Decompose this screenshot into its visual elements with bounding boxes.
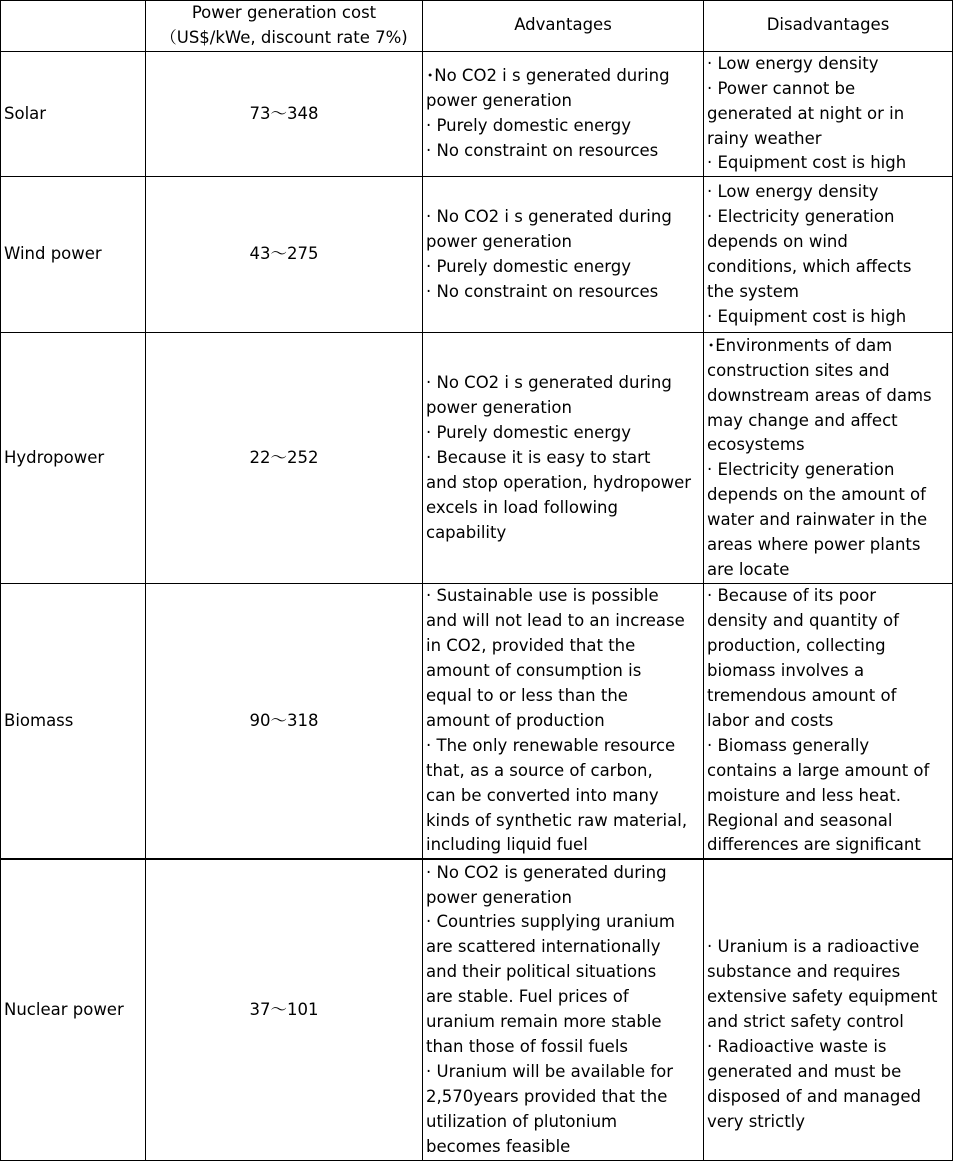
advantages-cell <box>423 584 704 859</box>
energy-name: Solar <box>1 51 146 177</box>
cell-line: · Biomass generally <box>707 735 870 755</box>
cost-range: 43～275 <box>146 177 423 333</box>
cell-line: are locate <box>707 559 790 579</box>
cost-range: 73～348 <box>146 51 423 177</box>
cell-line: utilization of plutonium <box>426 1111 618 1131</box>
cell-line: excels in load following <box>426 497 618 517</box>
cell-line: · Electricity generation <box>707 207 895 227</box>
cell-line <box>707 910 952 935</box>
cell-line: · Equipment cost is high <box>707 153 907 173</box>
cell-line: · Because of its poor <box>707 586 877 606</box>
cell-line: · Purely domestic energy <box>426 256 632 276</box>
cell-line: labor and costs <box>707 710 834 730</box>
cell-line: amount of consumption is <box>426 661 642 681</box>
cell-line: power generation <box>426 231 572 251</box>
cell-line: are scattered internationally <box>426 937 661 957</box>
cell-line: · Uranium is a radioactive <box>707 937 920 957</box>
cell-line: extensive safety equipment <box>707 987 938 1007</box>
cell-line: · No constraint on resources <box>426 281 659 301</box>
cell-line: may change and affect <box>707 410 898 430</box>
cell-line: · No CO2 i s generated during <box>426 373 672 393</box>
cell-line: very strictly <box>707 1111 806 1131</box>
cell-line: production, collecting <box>707 636 886 656</box>
cost-range: 90～318 <box>146 584 423 859</box>
disadvantages-cell <box>704 859 953 1160</box>
cell-line: tremendous amount of <box>707 685 897 705</box>
cell-line: in CO2, provided that the <box>426 636 636 656</box>
disadvantages-cell <box>704 584 953 859</box>
cell-line: and will not lead to an increase <box>426 611 685 631</box>
table-row-wind-power <box>1 177 953 333</box>
cell-line: capability <box>426 522 507 542</box>
cell-line: · Because it is easy to start <box>426 447 651 467</box>
cell-line: including liquid fuel <box>426 835 588 855</box>
cell-line: than those of fossil fuels <box>426 1036 629 1056</box>
cell-line: · Sustainable use is possible <box>426 586 659 606</box>
cell-line: contains a large amount of <box>707 760 930 780</box>
table-row-nuclear-power <box>1 859 953 1160</box>
cell-line: kinds of synthetic raw material, <box>426 810 688 830</box>
cell-line: · The only renewable resource <box>426 735 676 755</box>
cell-line: and their political situations <box>426 962 657 982</box>
cell-line: water and rainwater in the <box>707 510 928 530</box>
cell-line: · Equipment cost is high <box>707 306 907 326</box>
cell-line: downstream areas of dams <box>707 385 932 405</box>
disadvantages-cell <box>704 177 953 333</box>
cell-line: · Uranium will be available for <box>426 1061 674 1081</box>
cell-line: disposed of and managed <box>707 1086 921 1106</box>
cost-range: 37～101 <box>146 859 423 1160</box>
cell-line: and strict safety control <box>707 1012 904 1032</box>
cell-line: generated at night or in <box>707 103 905 123</box>
cell-line: substance and requires <box>707 962 901 982</box>
cell-line: · No CO2 is generated during <box>426 862 667 882</box>
advantages-cell <box>423 51 704 177</box>
energy-name: Biomass <box>1 584 146 859</box>
cell-line: · No constraint on resources <box>426 140 659 160</box>
cell-line: · Countries supplying uranium <box>426 912 675 932</box>
cell-line: depends on wind <box>707 231 848 251</box>
cell-line: and stop operation, hydropower <box>426 472 692 492</box>
cell-line: ecosystems <box>707 435 805 455</box>
cell-line: power generation <box>426 91 572 111</box>
cell-line: that, as a source of carbon, <box>426 760 653 780</box>
cell-line: conditions, which affects <box>707 256 912 276</box>
advantages-cell <box>423 333 704 584</box>
cell-line: are stable. Fuel prices of <box>426 987 629 1007</box>
energy-name: Hydropower <box>1 333 146 584</box>
cell-line: amount of production <box>426 710 605 730</box>
table-row-hydropower <box>1 333 953 584</box>
cell-line: equal to or less than the <box>426 685 628 705</box>
advantages-cell <box>423 177 704 333</box>
cell-line: ･Environments of dam <box>707 335 893 355</box>
cell-line: · Power cannot be <box>707 78 856 98</box>
table-row-biomass <box>1 584 953 859</box>
cell-line: can be converted into many <box>426 785 659 805</box>
cell-line: rainy weather <box>707 128 822 148</box>
cell-line: · Purely domestic energy <box>426 116 632 136</box>
cell-line: moisture and less heat. <box>707 785 901 805</box>
cell-line: · Electricity generation <box>707 460 895 480</box>
cell-line: uranium remain more stable <box>426 1012 662 1032</box>
cell-line <box>707 886 952 911</box>
cell-line: Regional and seasonal <box>707 810 893 830</box>
cell-line: 2,570years provided that the <box>426 1086 668 1106</box>
energy-name: Wind power <box>1 177 146 333</box>
cost-range: 22～252 <box>146 333 423 584</box>
cell-line: density and quantity of <box>707 611 899 631</box>
disadvantages-cell <box>704 333 953 584</box>
cell-line: power generation <box>426 887 572 907</box>
cell-line: · Low energy density <box>707 53 879 73</box>
cell-line: becomes feasible <box>426 1136 571 1156</box>
header-blank-cell <box>1 1 146 52</box>
cell-line: ･No CO2 i s generated during <box>426 66 670 86</box>
cell-line: construction sites and <box>707 360 890 380</box>
header-disadvantages: Disadvantages <box>704 1 953 52</box>
cell-line: the system <box>707 281 799 301</box>
cell-line: biomass involves a <box>707 661 865 681</box>
cell-line: power generation <box>426 398 572 418</box>
advantages-cell <box>423 859 704 1160</box>
energy-name: Nuclear power <box>1 859 146 1160</box>
cell-line: · No CO2 i s generated during <box>426 207 672 227</box>
header-cost-line2: （US$/kWe, discount rate 7%) <box>160 27 408 47</box>
table-header-row <box>1 1 953 52</box>
cell-line: generated and must be <box>707 1061 902 1081</box>
header-advantages: Advantages <box>423 1 704 52</box>
table-row-solar <box>1 51 953 177</box>
cell-line: depends on the amount of <box>707 485 926 505</box>
header-cost <box>146 1 423 52</box>
cell-line: · Purely domestic energy <box>426 422 632 442</box>
cell-line: · Radioactive waste is <box>707 1036 887 1056</box>
cell-line: areas where power plants <box>707 535 921 555</box>
cell-line: differences are significant <box>707 835 921 855</box>
header-cost-line1: Power generation cost <box>191 3 377 22</box>
disadvantages-cell <box>704 51 953 177</box>
cell-line: · Low energy density <box>707 182 879 202</box>
